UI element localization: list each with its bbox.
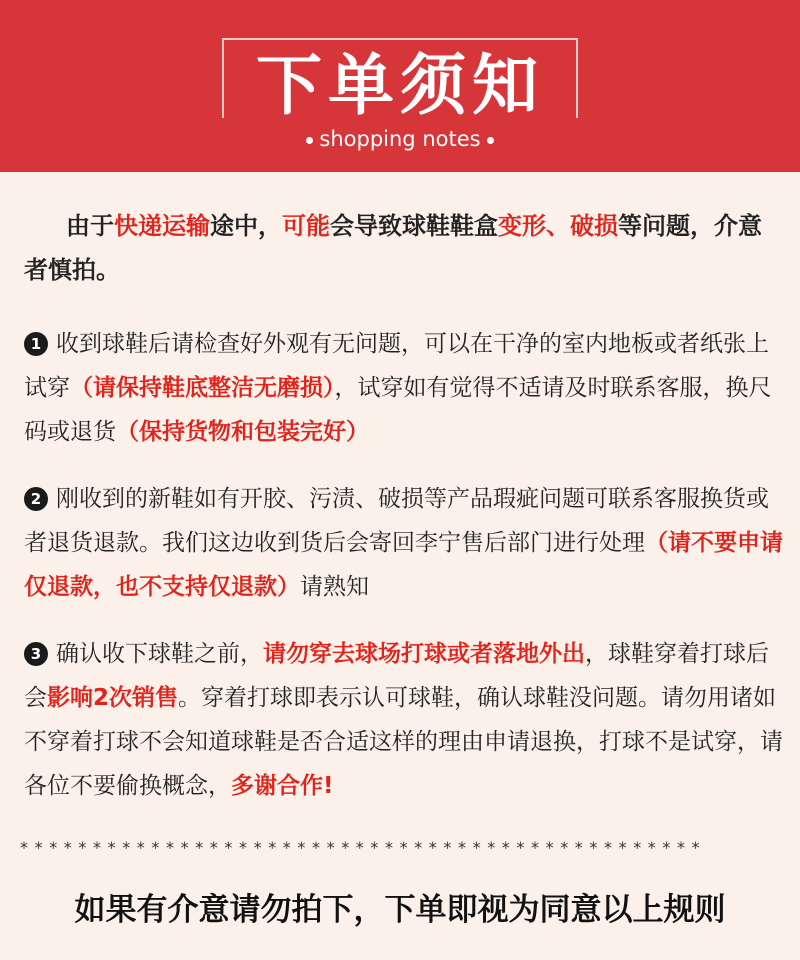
notice-item-2: [24, 477, 784, 609]
number-badge-icon: 2: [24, 487, 48, 511]
intro-highlight: 可能: [282, 212, 330, 240]
intro-highlight: 变形、破损: [498, 212, 618, 240]
item-highlight: （请保持鞋底整洁无磨损）: [70, 375, 335, 401]
dot-left-icon: [306, 137, 313, 144]
dot-right-icon: [487, 137, 494, 144]
intro-text: 途中，: [210, 212, 282, 240]
page-title: 下单须知: [256, 47, 544, 124]
item-highlight: （请不要申请仅退款，也不支持仅退款）: [24, 530, 783, 600]
intro-text: 等问题，介意者慎拍。: [24, 212, 762, 284]
item-highlight: 多谢合作!: [231, 773, 334, 799]
number-badge-icon: 3: [24, 642, 48, 666]
notice-item-1: [24, 322, 784, 454]
intro-paragraph: [24, 204, 784, 292]
item-text: 确认收下球鞋之前，: [56, 641, 263, 667]
page-subtitle: shopping notes: [319, 127, 481, 151]
intro-text: 由于: [66, 212, 114, 240]
item-text: 请熟知: [300, 574, 369, 600]
footer-rule: 如果有介意请勿拍下，下单即视为同意以上规则: [74, 892, 726, 928]
item-highlight: 影响2次销售: [47, 685, 179, 711]
item-text: ，试穿如有觉得不适请及时联系客服，换尺码或退货: [24, 375, 772, 445]
star-separator: ***********************************************: [20, 838, 707, 857]
subtitle-row: [0, 126, 800, 152]
number-badge-icon: 1: [24, 332, 48, 356]
item-highlight: （保持货物和包装完好）: [116, 419, 369, 445]
notice-item-3: [24, 632, 784, 808]
item-text: 收到球鞋后请检查好外观有无问题，可以在干净的室内地板或者纸张上试穿: [24, 331, 769, 401]
item-text: ，球鞋穿着打球后会: [24, 641, 769, 711]
item-highlight: 请勿穿去球场打球或者落地外出: [263, 641, 585, 667]
item-text: 。穿着打球即表示认可球鞋，确认球鞋没问题。请勿用诸如不穿着打球不会知道球鞋是否合适这样的理由申请退换，打球不是试穿，请各位不要偷换概念，: [24, 685, 783, 799]
title-frame-top: [222, 38, 578, 40]
header-banner: [0, 0, 800, 172]
intro-text: 会导致球鞋鞋盒: [330, 212, 498, 240]
item-text: 刚收到的新鞋如有开胶、污渍、破损等产品瑕疵问题可联系客服换货或者退货退款。我们这边收到货后会寄回李宁售后部门进行处理: [24, 486, 769, 556]
intro-highlight: 快递运输: [114, 212, 210, 240]
